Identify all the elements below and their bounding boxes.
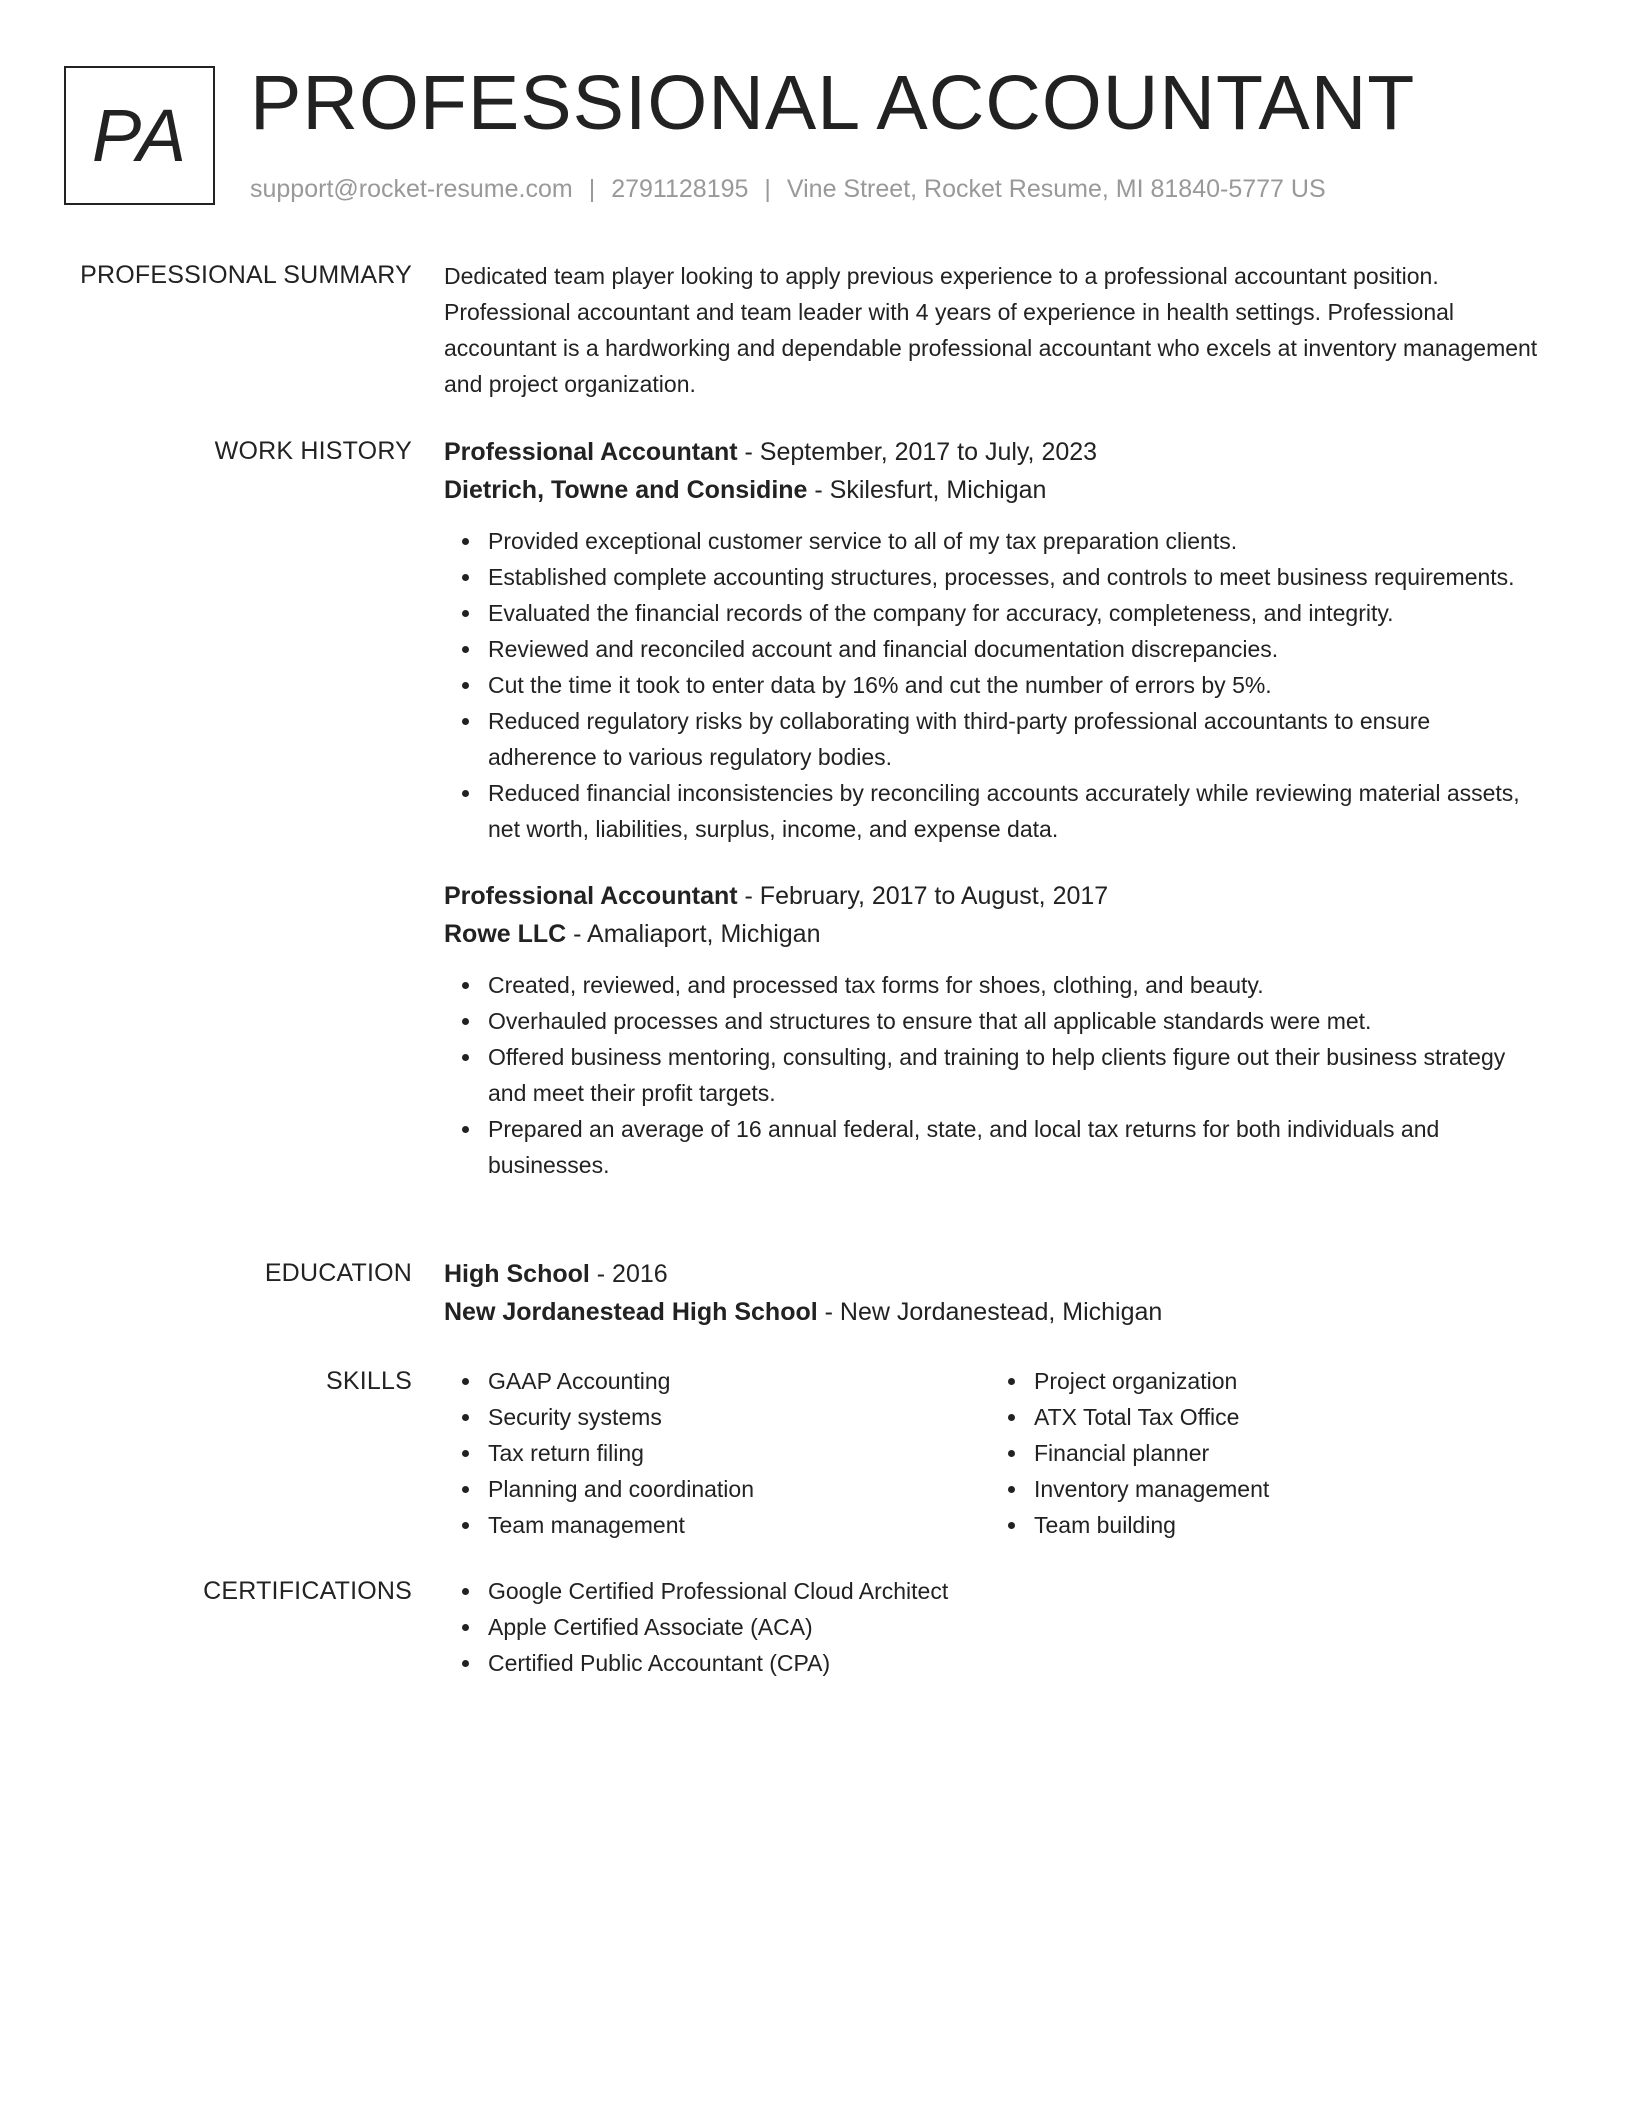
skills-column-right <box>990 1363 1536 1543</box>
contact-separator: | <box>588 175 596 203</box>
section-label-work-history: WORK HISTORY <box>214 437 412 465</box>
list-item: ATX Total Tax Office <box>1034 1399 1536 1435</box>
job-company: Rowe LLC <box>444 920 567 948</box>
job-dates: - September, 2017 to July, 2023 <box>737 438 1098 466</box>
education-location: - New Jordanestead, Michigan <box>817 1298 1163 1326</box>
education-year: - 2016 <box>589 1260 668 1288</box>
list-item: Inventory management <box>1034 1471 1536 1507</box>
list-item: Financial planner <box>1034 1435 1536 1471</box>
job-title-line <box>444 433 1544 471</box>
section-label-skills: SKILLS <box>326 1367 412 1395</box>
list-item: Team management <box>488 1507 990 1543</box>
job-company: Dietrich, Towne and Considine <box>444 476 808 504</box>
contact-separator: | <box>764 175 771 203</box>
job-title: Professional Accountant <box>444 438 738 466</box>
list-item: Tax return filing <box>488 1435 990 1471</box>
contact-line <box>250 173 1326 205</box>
summary-body <box>444 258 1544 402</box>
list-item: Certified Public Accountant (CPA) <box>488 1645 1544 1681</box>
list-item: Prepared an average of 16 annual federal, state, and local tax returns for both individuals and businesses. <box>488 1111 1544 1183</box>
education-degree-line <box>444 1255 1544 1293</box>
skills-grid <box>444 1363 1544 1543</box>
list-item: Google Certified Professional Cloud Architect <box>488 1573 1544 1609</box>
education-school: New Jordanestead High School <box>444 1298 818 1326</box>
education-body <box>444 1255 1544 1331</box>
list-item: Planning and coordination <box>488 1471 990 1507</box>
work-history-body <box>444 433 1544 1183</box>
education-degree: High School <box>444 1260 590 1288</box>
job-dates: - February, 2017 to August, 2017 <box>737 882 1109 910</box>
contact-email: support@rocket-resume.com <box>250 175 573 203</box>
list-item: Evaluated the financial records of the company for accuracy, completeness, and integrity. <box>488 595 1544 631</box>
education-school-line <box>444 1293 1544 1331</box>
list-item: Cut the time it took to enter data by 16% and cut the number of errors by 5%. <box>488 667 1544 703</box>
list-item: Established complete accounting structures, processes, and controls to meet business requirements. <box>488 559 1544 595</box>
skills-column-left <box>444 1363 990 1543</box>
list-item: Security systems <box>488 1399 990 1435</box>
list-item: Reduced financial inconsistencies by reconciling accounts accurately while reviewing material assets, net worth, liabilities, surplus, income, and expense data. <box>488 775 1544 847</box>
list-item: Reduced regulatory risks by collaborating with third-party professional accountants to ensure adherence to various regulatory bodies. <box>488 703 1544 775</box>
job-bullets <box>444 523 1544 847</box>
section-label-summary: PROFESSIONAL SUMMARY <box>80 261 412 289</box>
skills-list-right <box>990 1363 1536 1543</box>
list-item: Provided exceptional customer service to all of my tax preparation clients. <box>488 523 1544 559</box>
skills-list-left <box>444 1363 990 1543</box>
skills-body <box>444 1363 1544 1543</box>
job-location: - Skilesfurt, Michigan <box>807 476 1047 504</box>
certifications-list <box>444 1573 1544 1681</box>
monogram-box <box>64 66 215 205</box>
job-company-line <box>444 471 1544 509</box>
certifications-body <box>444 1573 1544 1681</box>
list-item: Project organization <box>1034 1363 1536 1399</box>
job-entry <box>444 877 1544 1183</box>
section-label-certifications: CERTIFICATIONS <box>203 1577 412 1605</box>
monogram-initials: PA <box>91 94 188 177</box>
list-item: GAAP Accounting <box>488 1363 990 1399</box>
list-item: Created, reviewed, and processed tax forms for shoes, clothing, and beauty. <box>488 967 1544 1003</box>
job-location: - Amaliaport, Michigan <box>566 920 821 948</box>
resume-title: PROFESSIONAL ACCOUNTANT <box>250 60 1416 146</box>
list-item: Apple Certified Associate (ACA) <box>488 1609 1544 1645</box>
contact-address: Vine Street, Rocket Resume, MI 81840-5777 US <box>786 175 1326 203</box>
job-company-line <box>444 915 1544 953</box>
section-label-education: EDUCATION <box>264 1259 412 1287</box>
job-bullets <box>444 967 1544 1183</box>
job-title: Professional Accountant <box>444 882 738 910</box>
summary-text: Dedicated team player looking to apply previous experience to a professional accountant position. Professional accountant and team leader with 4 years of experience in health settings. Professional accountant is a hardworking and dependable professional accountant who excels at inventory management and project organization. <box>444 263 1538 397</box>
job-entry <box>444 433 1544 847</box>
list-item: Team building <box>1034 1507 1536 1543</box>
list-item: Offered business mentoring, consulting, and training to help clients figure out their business strategy and meet their profit targets. <box>488 1039 1544 1111</box>
list-item: Overhauled processes and structures to ensure that all applicable standards were met. <box>488 1003 1544 1039</box>
list-item: Reviewed and reconciled account and financial documentation discrepancies. <box>488 631 1544 667</box>
contact-phone: 2791128195 <box>611 175 749 203</box>
job-title-line <box>444 877 1544 915</box>
